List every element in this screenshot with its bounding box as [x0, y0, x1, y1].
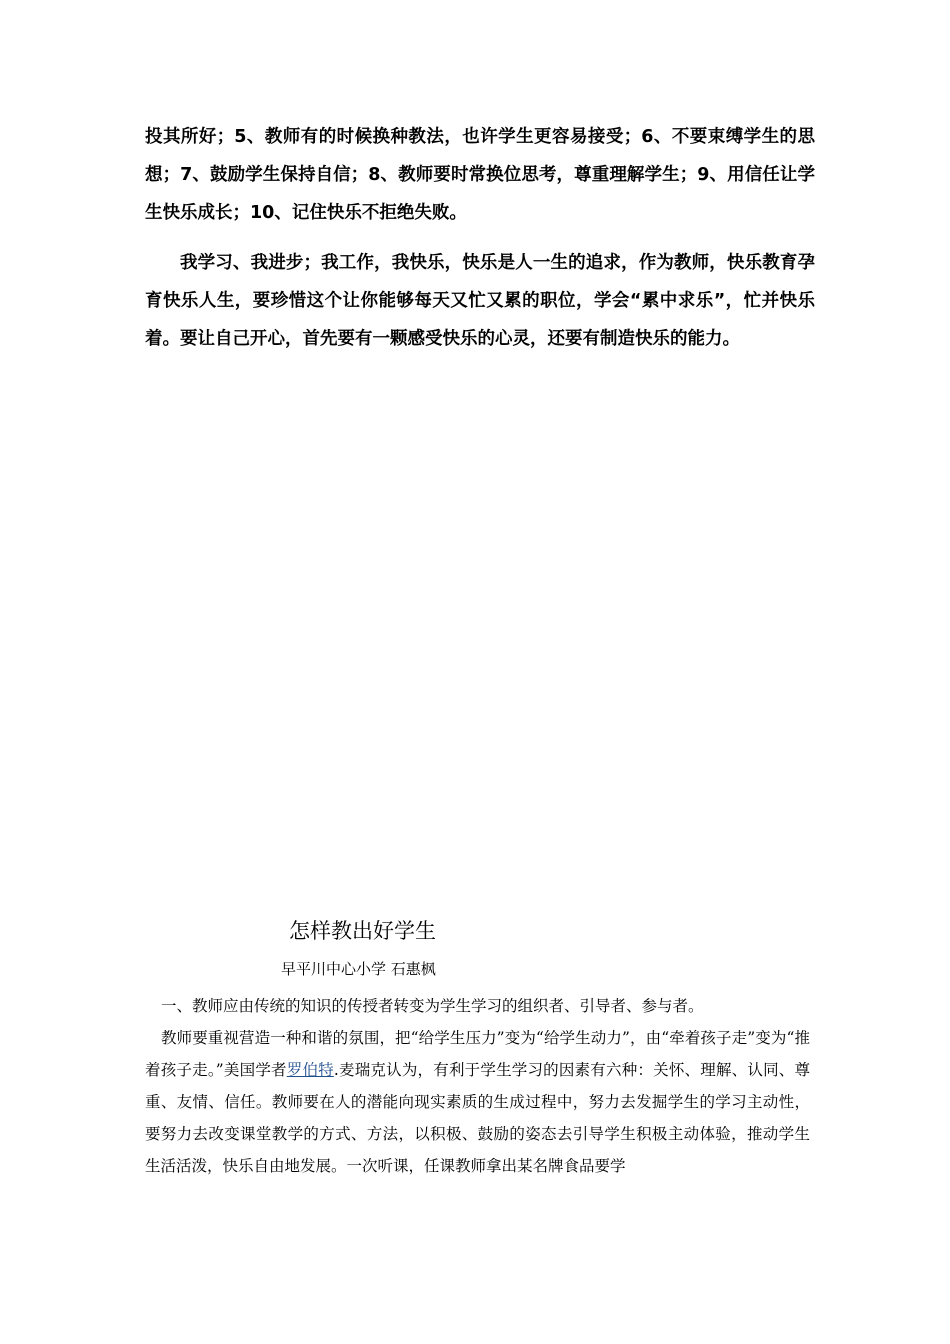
paragraph-happiness: 我学习、我进步；我工作，我快乐，快乐是人一生的追求，作为教师，快乐教育孕育快乐人生，要珍惜这个让你能够每天又忙又累的职位，学会“累中求乐”，忙并快乐着。要让自己开心，首先要有一颗感受快乐的心灵，还要有制造快乐的能力。	[145, 253, 815, 349]
article-author: 早平川中心小学 石惠枫	[281, 960, 436, 978]
paragraph-text-after-link: .麦瑞克认为，有利于学生学习的因素有六种：关怀、理解、认同、尊重、友情、信任。教师要在人的潜能向现实素质的生成过程中，努力去发掘学生的学习主动性，要努力去改变课堂教学的方式、方法，以积极、鼓励的姿态去引导学生积极主动体验，推动学生生活活泼，快乐自由地发展。一次听课，任课教师拿出某名牌食品要学	[145, 1061, 810, 1175]
paragraph-text-before-link: 教师要重视营造一种和谐的氛围，把“给学生压力”变为“给学生动力”，由“牵着孩子走”变为“推着孩子走。”美国学者	[145, 1029, 810, 1079]
article-body	[145, 990, 810, 1182]
point-one: 一、教师应由传统的知识的传授者转变为学生学习的组织者、引导者、参与者。	[161, 997, 704, 1015]
paragraph-tips-list: 投其所好；5、教师有的时候换种教法，也许学生更容易接受；6、不要束缚学生的思想；7、鼓励学生保持自信；8、教师要时常换位思考，尊重理解学生；9、用信任让学生快乐成长；10、记住快乐不拒绝失败。	[145, 127, 815, 223]
paragraph-motivation	[145, 1022, 810, 1182]
robert-link[interactable]: 罗伯特	[286, 1061, 334, 1079]
article-title: 怎样教出好学生	[289, 919, 436, 943]
bold-section	[145, 118, 815, 358]
